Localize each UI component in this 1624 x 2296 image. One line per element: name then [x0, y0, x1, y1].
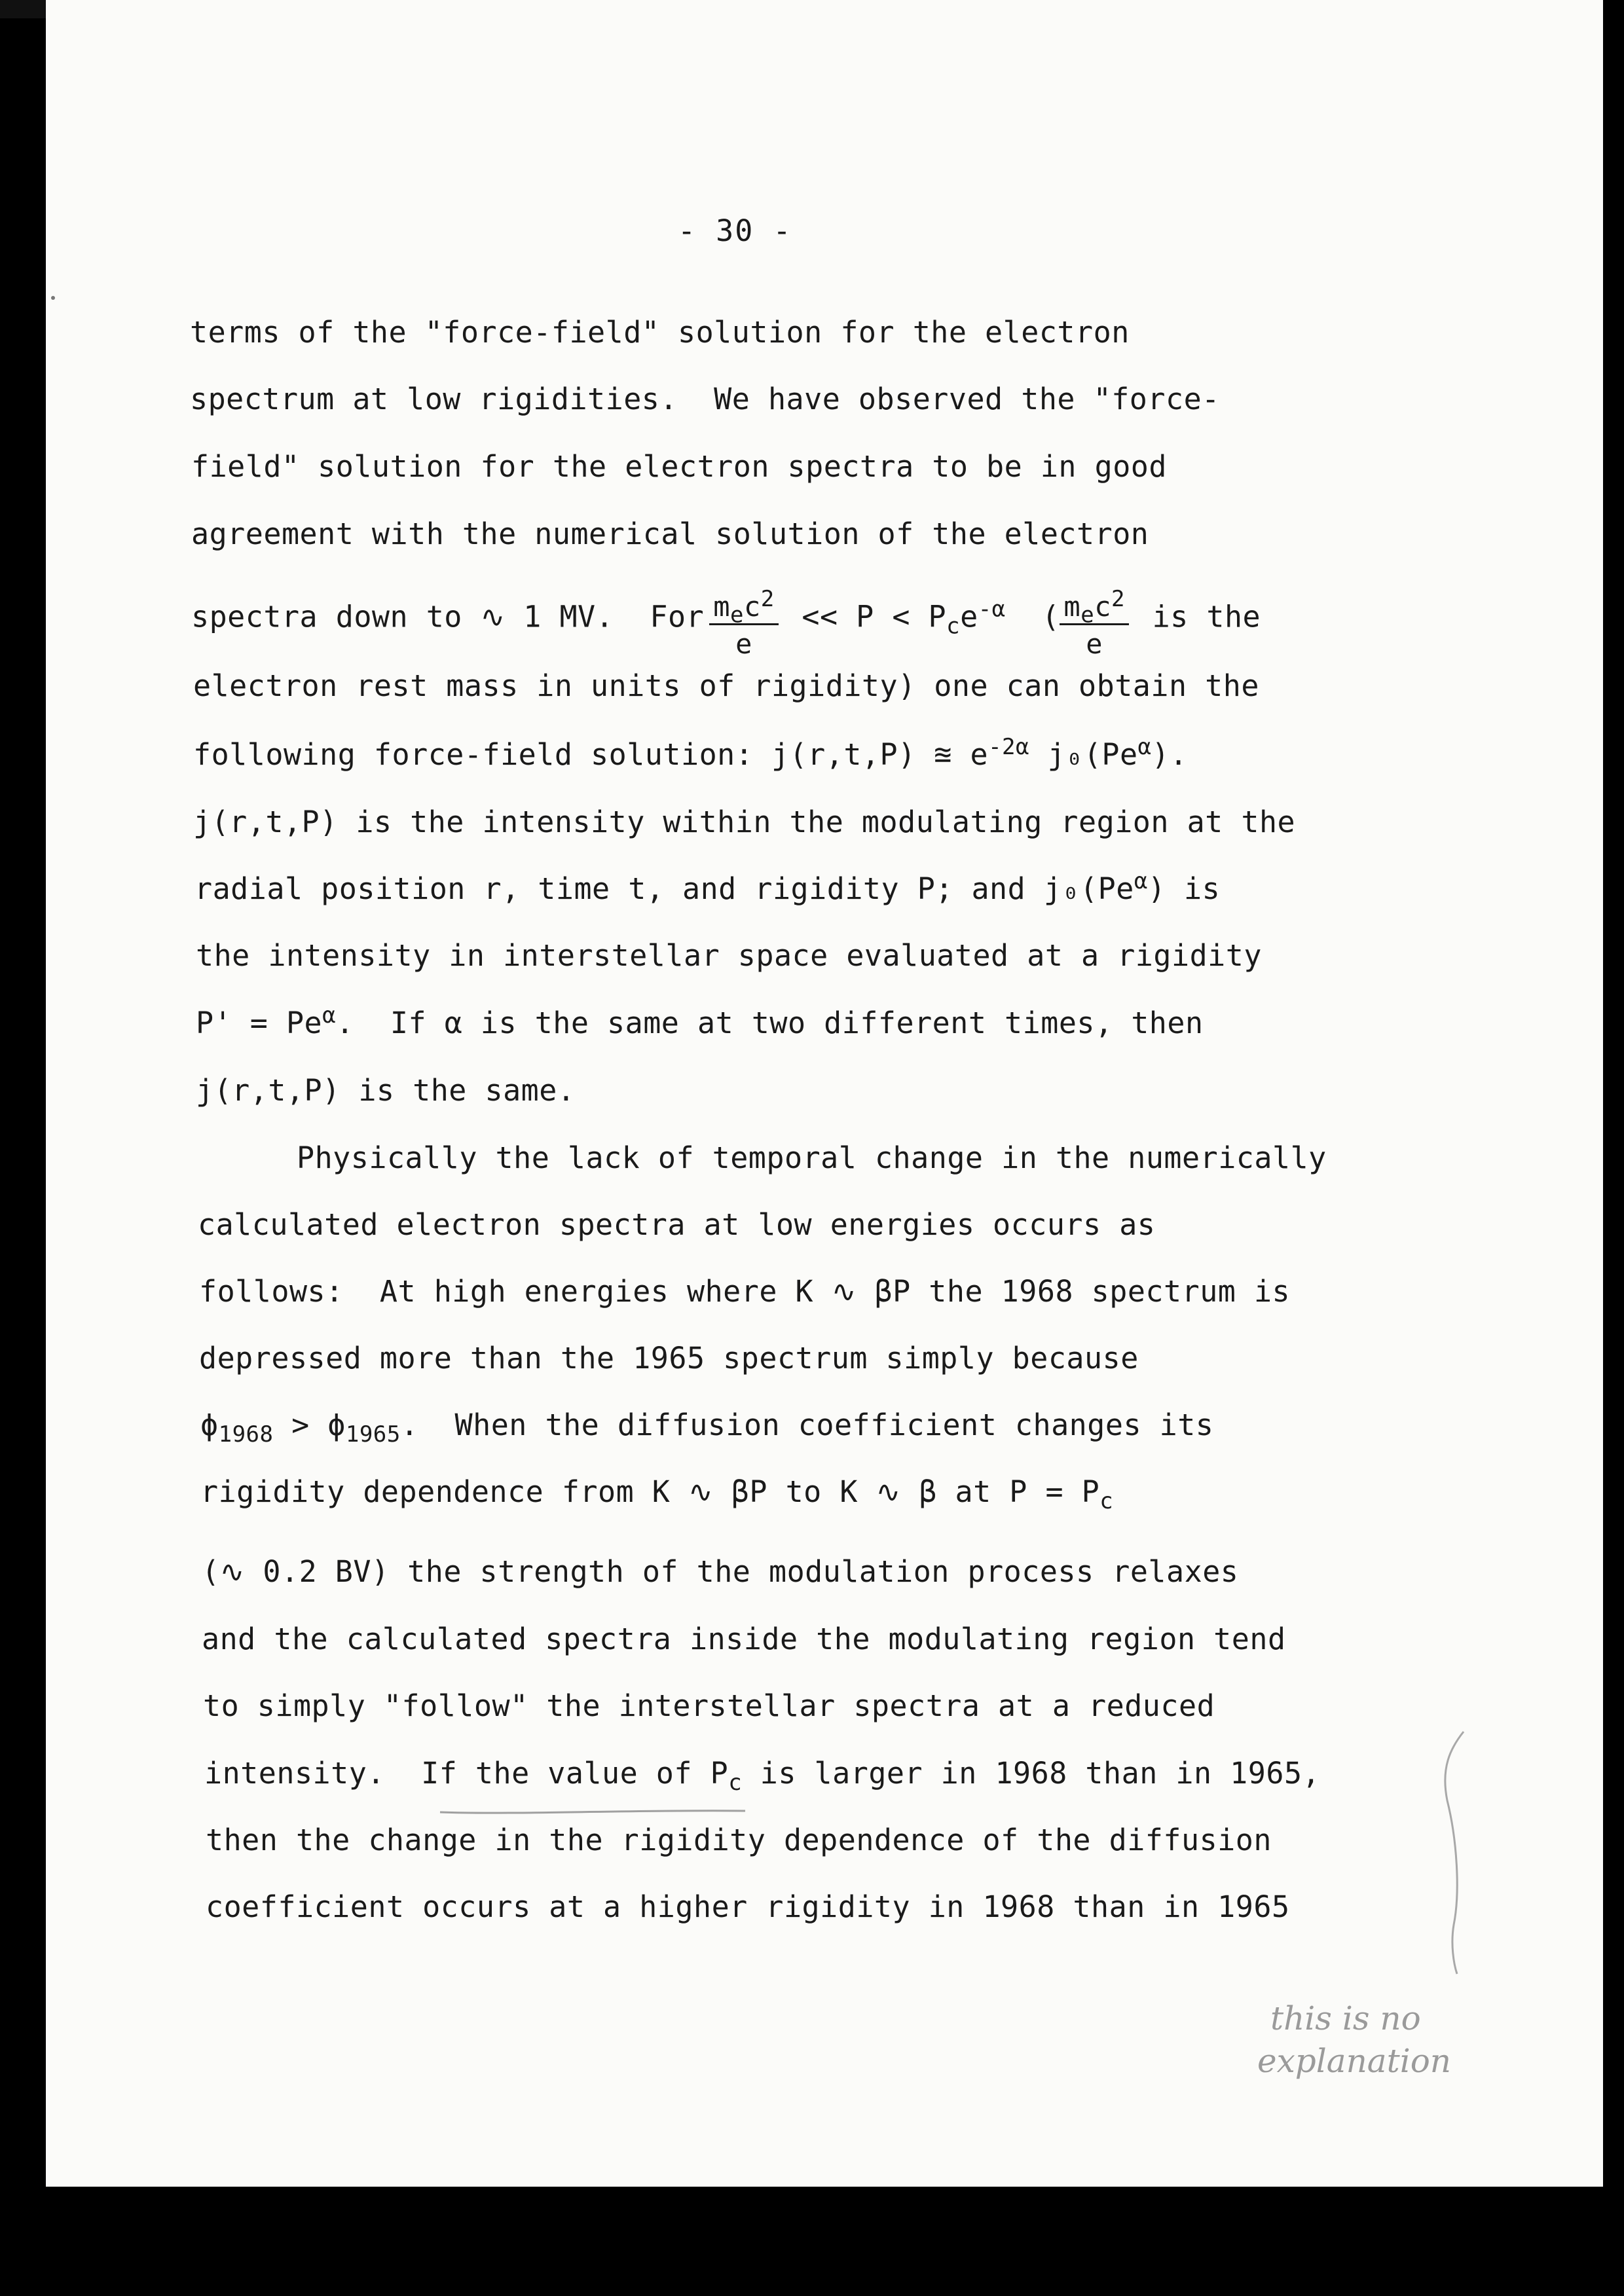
- text-line-24: coefficient occurs at a higher rigidity in 1968 than in 1965: [206, 1889, 1290, 1924]
- text-line-17: $\phi_{1968} > \phi_{1965}$. When the diffusion coefficient changes its: [200, 1408, 1214, 1448]
- text-line-9: radial position r, time t, and rigidity P; and $j_0(Pe^\alpha)$ is: [194, 868, 1221, 906]
- text-line-19: (∿ 0.2 BV) the strength of the modulation process relaxes: [202, 1554, 1239, 1589]
- text-line-13: Physically the lack of temporal change in the numerically: [297, 1140, 1327, 1175]
- text-line-20: and the calculated spectra inside the modulating region tend: [202, 1622, 1286, 1656]
- handnote-line-1: this is no: [1270, 1999, 1421, 2037]
- text-line-8: j(r,t,P) is the intensity within the modulating region at the: [193, 805, 1296, 839]
- text-line-21: to simply "follow" the interstellar spectra at a reduced: [203, 1688, 1215, 1723]
- text-line-4: agreement with the numerical solution of the electron: [191, 517, 1149, 551]
- scan-speck: [51, 296, 55, 300]
- text-line-12: j(r,t,P) is the same.: [196, 1073, 576, 1108]
- text-line-10: the intensity in interstellar space evaluated at a rigidity: [196, 938, 1262, 973]
- rest-mass-fraction-2: $\frac{m_ec^2}{e}$: [1060, 593, 1129, 658]
- page-number: - 30 -: [678, 213, 792, 248]
- text-line-6: electron rest mass in units of rigidity) one can obtain the: [193, 668, 1259, 703]
- handwritten-margin-note: [1257, 1990, 1493, 2095]
- handwritten-underline: [439, 1807, 747, 1816]
- text-line-7: following force-field solution: j(r,t,P) ≊ $e^{-2\alpha}$ $j_0(Pe^\alpha)$.: [193, 734, 1188, 772]
- text-line-3: field" solution for the electron spectra to be in good: [191, 449, 1167, 484]
- handwritten-bracket: [1428, 1728, 1486, 1977]
- line-5-lead: spectra down to ∿ 1 MV. For: [191, 599, 705, 634]
- text-line-23: then the change in the rigidity dependence of the diffusion: [206, 1823, 1272, 1857]
- scan-right-border: [1603, 0, 1624, 2296]
- text-line-16: depressed more than the 1965 spectrum simply because: [199, 1341, 1139, 1376]
- text-line-15: follows: At high energies where K ∿ βP the 1968 spectrum is: [199, 1274, 1291, 1309]
- handnote-line-2: explanation: [1257, 2042, 1451, 2080]
- text-line-22: intensity. If the value of $P_c$ is larger in 1968 than in 1965,: [204, 1756, 1321, 1796]
- text-line-1: terms of the "force-field" solution for the electron: [190, 315, 1130, 350]
- text-line-5: spectra down to ∿ 1 MV. For $\frac{m_ec^2}{e}$ << $P < P_ce^{-\alpha}$ ( $\frac{m_ec^2}{e}$ is the: [191, 586, 1261, 660]
- rest-mass-fraction-1: $\frac{m_ec^2}{e}$: [709, 593, 779, 658]
- text-line-14: calculated electron spectra at low energies occurs as: [198, 1207, 1156, 1242]
- text-line-11: $P' = Pe^\alpha$. If α is the same at two different times, then: [196, 1002, 1204, 1040]
- text-line-18: rigidity dependence from K ∿ βP to K ∿ β at $P = P_c$: [200, 1474, 1114, 1514]
- text-line-2: spectrum at low rigidities. We have observed the "force-: [190, 382, 1220, 416]
